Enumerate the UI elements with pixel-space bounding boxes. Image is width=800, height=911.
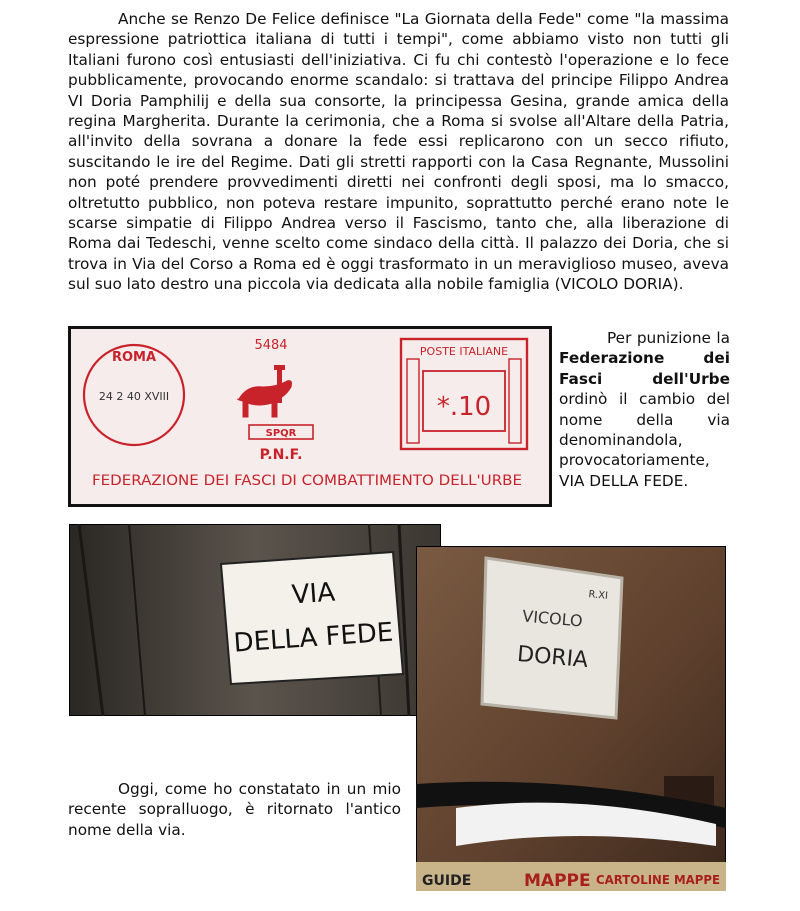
postmark-serial: 5484: [254, 338, 288, 353]
intro-paragraph: [68, 9, 729, 295]
side-text-after: ordinò il cambio del nome della via denominandola, provocatoriamente, VIA DELLA FEDE.: [559, 390, 730, 490]
side-paragraph: [559, 328, 730, 491]
shop-sign-left: GUIDE: [422, 873, 472, 889]
closing-paragraph: [68, 779, 401, 840]
postmark-city: ROMA: [111, 350, 157, 365]
party-label: P.N.F.: [259, 447, 303, 463]
via-sign-line2: DELLA FEDE: [232, 617, 395, 659]
photo-via-della-fede: [69, 524, 441, 716]
closing-text: Oggi, come ho constatato in un mio recente sopralluogo, è ritornato l'antico nome della via.: [68, 780, 401, 839]
doria-sign-line2: DORIA: [516, 641, 590, 674]
side-text-before: Per punizione la: [607, 329, 730, 347]
shop-sign-middle: MAPPE: [524, 871, 591, 891]
doria-sign-corner: R.XI: [587, 589, 609, 602]
intro-text: Anche se Renzo De Felice definisce "La Giornata della Fede" come "la massima espressione patriottica italiana di tutti i tempi", come abbiamo visto non tutti gli Italiani furono così entusiasti dell'iniziativa. Ci fu chi contestò l'operazione e lo fece pubblicamente, provocando enorme scandalo: si trattava del principe Filippo Andrea VI Doria Pamphilij e della sua consorte, la principessa Gesina, grande amica della regina Margherita. Durante la cerimonia, che a Roma si svolse all'Altare della Patria, all'invito della sovrana a donare la fede essi replicarono con un secco rifiuto, suscitando le ire del Regime. Dati gli stretti rapporti con la Casa Regnante, Mussolini non poté prendere provvedimenti diretti nei confronti degli sposi, ma lo smacco, oltretutto pubblico, non poteva restare impunito, soprattutto perché erano note le scarse simpatie di Filippo Andrea verso il Fascismo, tanto che, alla liberazione di Roma dai Tedeschi, venne scelto come sindaco della città. Il palazzo dei Doria, che si trova in Via del Corso a Roma ed è oggi trasformato in un meraviglioso museo, aveva sul suo lato destro una piccola via dedicata alla nobile famiglia (VICOLO DORIA).: [68, 10, 729, 294]
postmark-date: 24 2 40 XVIII: [98, 390, 170, 403]
doria-sign-line1: VICOLO: [521, 606, 584, 631]
side-text-bold: Federazione dei Fasci dell'Urbe: [559, 349, 730, 388]
photo-vicolo-doria: [416, 546, 726, 891]
postmark-image: [68, 326, 552, 507]
via-sign-line1: VIA: [290, 577, 337, 611]
street-sign-plate: [482, 558, 622, 718]
shop-sign-right: CARTOLINE MAPPE: [596, 873, 720, 887]
postage-value: *.10: [436, 392, 492, 422]
federation-label: FEDERAZIONE DEI FASCI DI COMBATTIMENTO DELL'URBE: [92, 473, 522, 489]
postmark-graphic: [71, 329, 549, 504]
postage-header: POSTE ITALIANE: [419, 345, 509, 358]
spqr-label: SPQR: [265, 428, 297, 439]
